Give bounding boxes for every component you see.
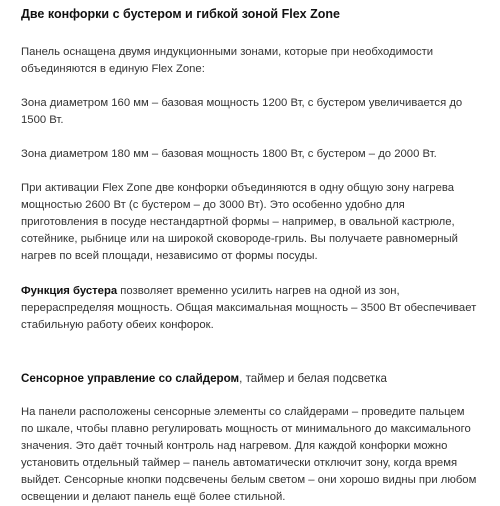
sensor-paragraph: На панели расположены сенсорные элементы со слайдерами – проведите пальцем по шкале, чтобы плавно регулировать мощность от минимального до максимального значения. Это даёт точный контроль над нагревом. Для каждой конфорки можно установить отдельный таймер – панель автоматически отключит зону, когда время выйдет. Сенсорные кнопки подсвечены белым светом – они хорошо видны при любом освещении и делают панель ещё более стильной. — [21, 406, 477, 503]
flex-zone-paragraph: При активации Flex Zone две конфорки объединяются в одну общую зону нагрева мощностью 2600 Вт (с бустером – до 3000 Вт). Это особенно удобно для приготовления в посуде нестандартной формы – например, в овальной кастрюле, сотейнике, рыбнице или на широкой сковороде-гриль. Вы получаете равномерный нагрев по всей площади, независимо от формы посуды. — [21, 182, 458, 262]
sensor-title-rest: , таймер и белая подсветка — [239, 372, 387, 385]
booster-text: позволяет временно усилить нагрев на одной из зон, перераспределяя мощность. Общая максимальная мощность – 3500 Вт обеспечивает стабильную работу обеих конфорок. — [21, 285, 477, 331]
section-heading-sensor — [21, 370, 480, 387]
zone-160-paragraph: Зона диаметром 160 мм – базовая мощность 1200 Вт, с бустером увеличивается до 1500 Вт. — [21, 97, 463, 126]
zone-180-paragraph: Зона диаметром 180 мм – базовая мощность 1800 Вт, с бустером – до 2000 Вт. — [21, 148, 437, 160]
booster-paragraph — [21, 283, 480, 334]
section-heading-burners: Две конфорки с бустером и гибкой зоной Flex Zone — [21, 7, 340, 21]
sensor-title-bold: Сенсорное управление со слайдером — [21, 372, 240, 385]
intro-paragraph: Панель оснащена двумя индукционными зонами, которые при необходимости объединяются в единую Flex Zone: — [21, 46, 434, 75]
booster-label: Функция бустера — [21, 285, 118, 297]
